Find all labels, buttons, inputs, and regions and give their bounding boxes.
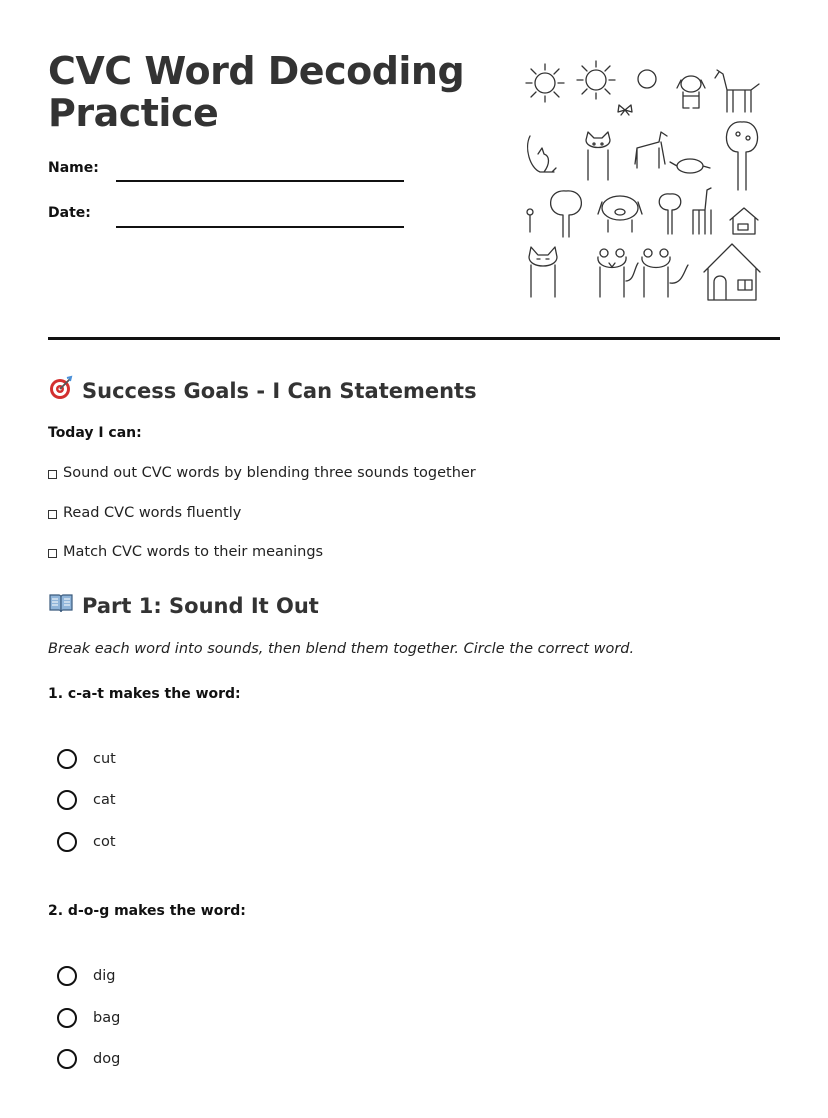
llama-icon	[715, 70, 759, 112]
sun-icon	[577, 61, 615, 99]
goals-intro: Today I can:	[48, 425, 142, 441]
cat-icon	[529, 247, 557, 297]
divider	[48, 337, 780, 340]
date-field[interactable]	[116, 226, 404, 228]
name-field[interactable]	[116, 180, 404, 182]
option-label: dig	[93, 968, 116, 984]
house-icon	[704, 244, 760, 300]
house-icon	[730, 208, 758, 234]
frog-icon	[642, 249, 688, 297]
question-2-option[interactable]	[57, 1049, 120, 1069]
goal-text: Match CVC words to their meanings	[63, 544, 324, 560]
goal-item[interactable]	[48, 505, 241, 521]
goals-heading-text: Success Goals - I Can Statements	[82, 378, 477, 403]
checkbox[interactable]	[48, 510, 57, 519]
goal-item[interactable]	[48, 544, 323, 560]
part1-heading-text: Part 1: Sound It Out	[82, 593, 319, 618]
circle-icon	[638, 70, 656, 88]
radio-button[interactable]	[57, 1008, 77, 1028]
question-1-option[interactable]	[57, 832, 116, 852]
question-1-prompt: 1. c-a-t makes the word:	[48, 686, 241, 702]
question-2-option[interactable]	[57, 1008, 120, 1028]
butterfly-icon	[618, 105, 632, 115]
option-label: bag	[93, 1010, 121, 1026]
question-1-option[interactable]	[57, 749, 116, 769]
radio-button[interactable]	[57, 790, 77, 810]
goal-text: Sound out CVC words by blending three sounds together	[63, 465, 476, 481]
goat-icon	[635, 132, 667, 168]
radio-button[interactable]	[57, 1049, 77, 1069]
checkbox[interactable]	[48, 470, 57, 479]
radio-button[interactable]	[57, 966, 77, 986]
option-label: cat	[93, 792, 116, 808]
rat-icon	[670, 159, 710, 173]
goal-text: Read CVC words fluently	[63, 505, 242, 521]
option-label: cut	[93, 751, 116, 767]
date-label: Date:	[48, 205, 91, 221]
option-label: dog	[93, 1051, 121, 1067]
name-label: Name:	[48, 160, 99, 176]
checkbox[interactable]	[48, 549, 57, 558]
part1-instructions: Break each word into sounds, then blend them together. Circle the correct word.	[48, 641, 635, 657]
tree-icon	[659, 194, 681, 234]
part1-heading	[48, 591, 319, 620]
radio-button[interactable]	[57, 749, 77, 769]
goal-item[interactable]	[48, 465, 476, 481]
page-title: CVC Word Decoding Practice	[48, 49, 465, 135]
animals-illustration	[515, 58, 770, 308]
radio-button[interactable]	[57, 832, 77, 852]
tree-icon	[551, 191, 582, 237]
option-label: cot	[93, 834, 116, 850]
cat-icon	[586, 132, 610, 180]
giraffe-icon	[693, 188, 711, 234]
target-icon	[48, 375, 76, 406]
frog-icon	[598, 249, 638, 297]
dog-icon	[677, 76, 705, 108]
pig-icon	[598, 196, 642, 232]
question-2-prompt: 2. d-o-g makes the word:	[48, 903, 246, 919]
goals-heading	[48, 375, 477, 406]
cat-icon	[528, 136, 556, 172]
question-2-option[interactable]	[57, 966, 115, 986]
sun-icon	[526, 64, 564, 102]
book-icon	[48, 591, 76, 620]
tree-icon	[726, 122, 757, 190]
flower-icon	[527, 209, 533, 232]
question-1-option[interactable]	[57, 790, 116, 810]
